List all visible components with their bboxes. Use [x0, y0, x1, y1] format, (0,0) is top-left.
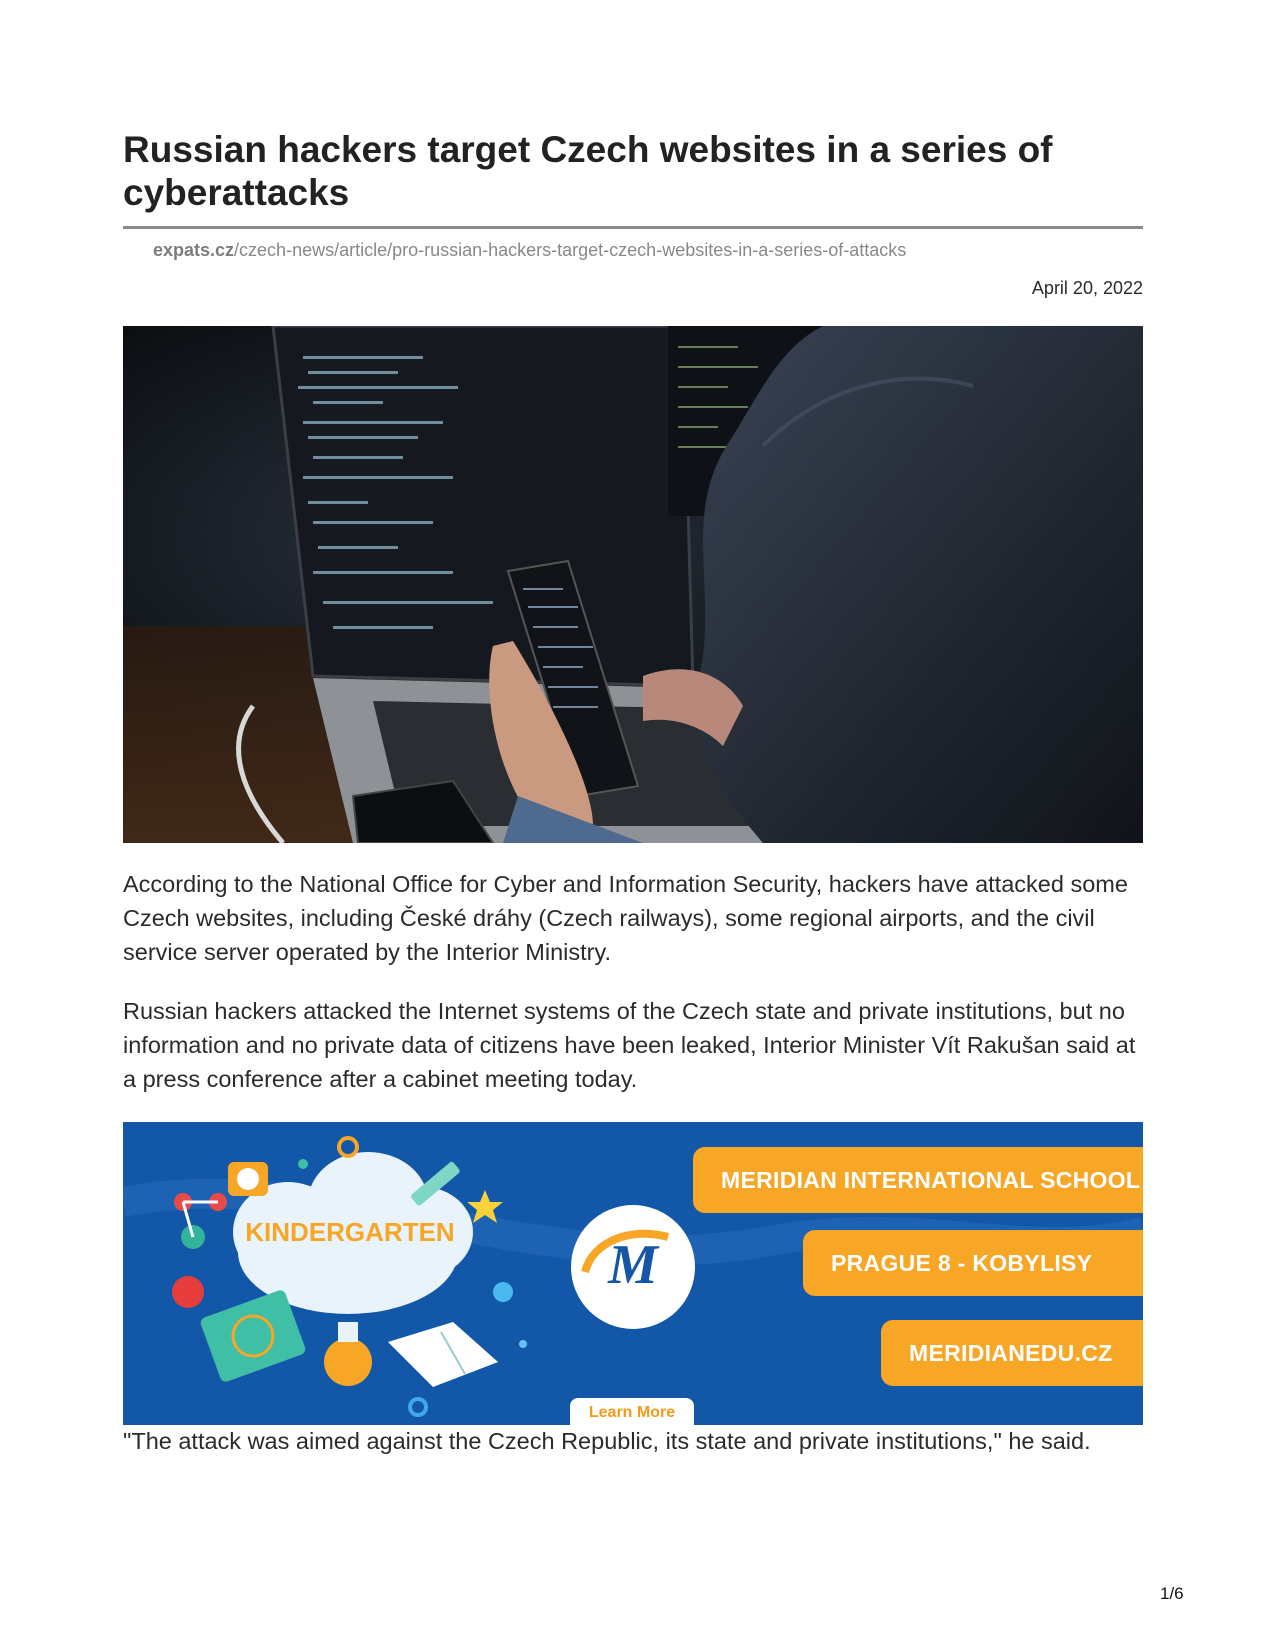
article-paragraph-3: "The attack was aimed against the Czech Republic, its state and private institutions," he said.	[123, 1428, 1091, 1454]
learn-more-button[interactable]: Learn More	[570, 1398, 694, 1425]
hero-image	[123, 326, 1143, 843]
ad-pill-school-name: MERIDIAN INTERNATIONAL SCHOOL	[693, 1147, 1143, 1213]
title-divider	[123, 226, 1143, 229]
hacker-photo-illustration	[123, 326, 1143, 843]
source-path: /czech-news/article/pro-russian-hackers-target-czech-websites-in-a-series-of-attacks	[234, 240, 907, 260]
article-title: Russian hackers target Czech websites in a series of cyberattacks	[123, 129, 1053, 213]
source-url[interactable]	[153, 240, 906, 261]
page-number: 1/6	[1160, 1584, 1184, 1603]
ad-kindergarten-text: KINDERGARTEN	[245, 1217, 455, 1247]
article-paragraph-1: According to the National Office for Cyber and Information Security, hackers have attacked some Czech websites, including České dráhy (Czech railways), some regional airports, and the civil service server operated by the Interior Ministry.	[123, 871, 1128, 965]
school-ad-banner[interactable]	[123, 1122, 1143, 1425]
source-domain: expats.cz	[153, 240, 235, 260]
ad-pill-location: PRAGUE 8 - KOBYLISY	[803, 1230, 1143, 1296]
meridian-logo: M	[608, 1234, 658, 1296]
article-paragraph-2: Russian hackers attacked the Internet systems of the Czech state and private institutions, but no information and no private data of citizens have been leaked, Interior Minister Vít Rakušan said at a press conference after a cabinet meeting today.	[123, 998, 1136, 1092]
article-date: April 20, 2022	[1031, 278, 1143, 298]
ad-pill-website: MERIDIANEDU.CZ	[881, 1320, 1143, 1386]
